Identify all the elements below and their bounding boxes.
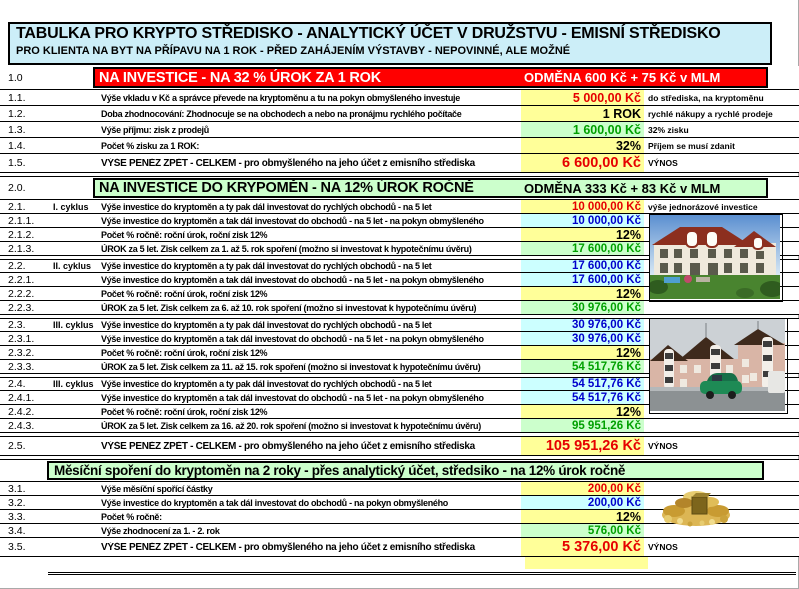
table-row xyxy=(0,90,799,106)
row-number: 1.0 xyxy=(8,71,23,84)
empty-cell xyxy=(648,557,799,569)
row-description: Počet % ročně: roční úrok, roční zisk 12% xyxy=(101,288,268,299)
row-note: 32% zisku xyxy=(648,124,689,135)
row-number: 2.3.3. xyxy=(8,360,35,373)
section2-banner-title: NA INVESTICE DO KRYPOMĚN - NA 12% ÚROK ROČNĚ xyxy=(99,180,474,196)
row-description: ÚROK za 5 let. Zisk celkem za 11. až 15. rok spoření (možno si investovat k hypotečnímu úvěru) xyxy=(101,361,481,372)
table-row xyxy=(0,122,799,138)
row-description: Doba zhodnocování: Zhodnocuje se na obchodech a nebo na pronájmu rychlého počítače xyxy=(101,108,462,119)
bottom-double-rule xyxy=(48,572,796,575)
section3-banner-title: Měsíční spoření do kryptoměn na 2 roky - přes analytický účet, středsiko - na 12% úrok ročně xyxy=(54,463,626,478)
value-cell[interactable]: 576,00 Kč xyxy=(521,524,644,537)
row-note: výše jednorázové investice xyxy=(648,201,758,212)
row-number: 2.4.2. xyxy=(8,405,35,418)
value-cell[interactable]: 54 517,76 Kč xyxy=(521,360,644,373)
row-number: 2.1.2. xyxy=(8,228,35,241)
section1-reward-label: ODMĚNA 600 Kč + 75 Kč v MLM xyxy=(524,70,721,85)
row-description: Výše investice do kryptoměn a ty pak dál investovat do rychlých obchodů - na 5 let xyxy=(101,261,432,271)
row-number: 2.1.3. xyxy=(8,242,35,255)
page-subtitle: PRO KLIENTA NA BYT NA PŘÍPAVU NA 1 ROK - PŘED ZAHÁJENÍM VÝSTAVBY - NEPOVINNÉ, ALE MOŽNÉ xyxy=(16,45,571,57)
value-cell[interactable]: 12% xyxy=(521,510,644,523)
section1-banner-row xyxy=(0,66,799,90)
section1-banner-title: NA INVESTICE - NA 32 % ÚROK ZA 1 ROK xyxy=(99,69,382,86)
value-cell[interactable]: 12% xyxy=(521,228,644,241)
row-description: Výše investice do kryptoměn a tak dál investovat do obchodů - na pokyn obmyšleného xyxy=(101,497,448,508)
apartment-buildings-photo xyxy=(649,318,788,414)
row-number: 1.5. xyxy=(8,157,26,169)
table-row xyxy=(0,138,799,154)
row-number: 2.1. xyxy=(8,200,26,213)
value-cell[interactable]: 32% xyxy=(521,138,644,153)
row-number: 2.4.1. xyxy=(8,391,35,404)
row-description: VÝŠE PENĚZ ZPĚT - CELKEM - pro obmyšleného na jeho účet z emisního střediska xyxy=(101,157,475,169)
row-description: Výše investice do kryptoměn a tak dál investovat do obchodů - na 5 let - na pokyn obmyšleného xyxy=(101,215,484,226)
value-cell[interactable]: 17 600,00 Kč xyxy=(521,273,644,286)
value-cell[interactable]: 54 517,76 Kč xyxy=(521,378,644,390)
row-number: 2.5. xyxy=(8,440,26,452)
row-note: VÝNOS xyxy=(648,441,678,451)
section1-banner xyxy=(93,67,768,88)
value-cell[interactable]: 105 951,26 Kč xyxy=(521,437,644,455)
page-title: TABULKA PRO KRYPTO STŘEDISKO - ANALYTICKÝ ÚČET V DRUŽSTVU - EMISNÍ STŘEDISKO xyxy=(16,25,721,42)
row-number: 3.1. xyxy=(8,482,26,495)
value-cell[interactable]: 10 000,00 Kč xyxy=(521,200,644,213)
section2-reward-label: ODMĚNA 333 Kč + 83 Kč v MLM xyxy=(524,180,721,196)
row-description: Výše měsíční spořící částky xyxy=(101,483,213,494)
cycle-label: III. cyklus xyxy=(53,379,94,389)
sheet-title-block xyxy=(8,22,772,65)
value-cell[interactable]: 54 517,76 Kč xyxy=(521,391,644,404)
row-note: rychlé nákupy a rychlé prodeje xyxy=(648,108,773,119)
value-cell[interactable]: 200,00 Kč xyxy=(521,482,644,495)
row-description: VÝŠE PENĚZ ZPĚT - CELKEM - pro obmyšleného na jeho účet z emisního střediska xyxy=(101,541,475,553)
value-cell[interactable]: 1 600,00 Kč xyxy=(521,122,644,137)
row-description: Počet % ročně: xyxy=(101,511,162,522)
row-number: 3.3. xyxy=(8,510,26,523)
table-row xyxy=(0,200,799,214)
gold-coins-image xyxy=(656,483,736,529)
row-description: Počet % ročně: roční úrok, roční zisk 12% xyxy=(101,347,268,358)
row-note: VÝNOS xyxy=(648,542,678,552)
row-number: 1.2. xyxy=(8,107,26,120)
row-number: 3.2. xyxy=(8,496,26,509)
section3-banner-row xyxy=(0,459,799,482)
row-number: 2.4. xyxy=(8,378,26,390)
table-row xyxy=(0,106,799,122)
section1-total-row xyxy=(0,154,799,173)
row-number: 2.3.2. xyxy=(8,346,35,359)
row-description: Výše zhodnocení za 1. - 2. rok xyxy=(101,525,220,536)
value-cell[interactable]: 30 976,00 Kč xyxy=(521,319,644,331)
row-description: Výše investice do kryptoměn a tak dál investovat do obchodů - na 5 let - na pokyn obmyšleného xyxy=(101,392,484,403)
cycle-label: II. cyklus xyxy=(53,261,92,271)
row-number: 2.4.3. xyxy=(8,419,35,432)
value-cell[interactable]: 30 976,00 Kč xyxy=(521,332,644,345)
row-number: 1.3. xyxy=(8,123,26,136)
value-cell[interactable]: 12% xyxy=(521,346,644,359)
row-number: 2.2. xyxy=(8,260,26,272)
value-cell[interactable]: 10 000,00 Kč xyxy=(521,214,644,227)
row-number: 2.1.1. xyxy=(8,214,35,227)
row-description: Výše investice do kryptoměn a ty pak dál investovat do rychlých obchodů - na 5 let xyxy=(101,320,432,330)
section3-total-row xyxy=(0,538,799,557)
row-description: ÚROK za 5 let. Zisk celkem za 16. až 20. rok spoření (možno si investovat k hypotečnímu úvěru) xyxy=(101,420,481,431)
row-number: 3.5. xyxy=(8,541,26,553)
apartment-render-image xyxy=(649,214,783,302)
row-number: 1.4. xyxy=(8,139,26,152)
row-description: Počet % ročně: roční úrok, roční zisk 12% xyxy=(101,229,268,240)
value-cell[interactable]: 12% xyxy=(521,287,644,300)
row-description: Výše investice do kryptoměn a tak dál investovat do obchodů - na 5 let - na pokyn obmyšleného xyxy=(101,274,484,285)
value-cell[interactable]: 5 000,00 Kč xyxy=(521,90,644,105)
empty-highlight-cell xyxy=(525,557,648,569)
section2-total-row xyxy=(0,436,799,456)
row-note: do střediska, na kryptoměnu xyxy=(648,92,764,103)
value-cell[interactable]: 6 600,00 Kč xyxy=(521,154,644,172)
section2-banner-row xyxy=(0,176,799,200)
row-description: Výše investice do kryptoměn a tak dál investovat do obchodů - na 5 let - na pokyn obmyšleného xyxy=(101,333,484,344)
value-cell[interactable]: 200,00 Kč xyxy=(521,496,644,509)
value-cell[interactable]: 17 600,00 Kč xyxy=(521,260,644,272)
value-cell[interactable]: 30 976,00 Kč xyxy=(521,301,644,314)
value-cell[interactable]: 12% xyxy=(521,405,644,418)
cycle-label: III. cyklus xyxy=(53,320,94,330)
value-cell[interactable]: 17 600,00 Kč xyxy=(521,242,644,255)
row-number: 2.0. xyxy=(8,182,26,194)
row-note: Příjem se musí zdanit xyxy=(648,140,735,151)
row-description: ÚROK za 5 let. Zisk celkem za 1. až 5. rok spoření (možno si investovat k hypotečnímu úvěru) xyxy=(101,243,472,254)
row-note: VÝNOS xyxy=(648,158,678,168)
row-description: Výše investice do kryptoměn a ty pak dál investovat do rychlých obchodů - na 5 let xyxy=(101,201,432,212)
row-description: Počet % zisku za 1 ROK: xyxy=(101,140,200,151)
table-row xyxy=(0,301,799,315)
row-description: Výše příjmu: zisk z prodejů xyxy=(101,124,209,135)
section2-banner xyxy=(93,178,768,198)
row-number: 1.1. xyxy=(8,91,26,104)
cycle-label: I. cyklus xyxy=(53,201,89,212)
section3-banner xyxy=(47,461,764,480)
row-number: 2.3. xyxy=(8,319,26,331)
empty-strip-row xyxy=(0,557,799,569)
row-description: VÝŠE PENĚZ ZPĚT - CELKEM - pro obmyšleného na jeho účet z emisního střediska xyxy=(101,440,475,452)
row-number: 2.2.2. xyxy=(8,287,35,300)
row-description: Výše vkladu v Kč a správce převede na kryptoměnu a tu na pokyn obmyšleného investuje xyxy=(101,92,460,103)
table-row xyxy=(0,419,799,433)
row-number: 2.2.1. xyxy=(8,273,35,286)
row-description: Počet % ročně: roční úrok, roční zisk 12% xyxy=(101,406,268,417)
row-number: 3.4. xyxy=(8,524,26,537)
row-number: 2.3.1. xyxy=(8,332,35,345)
row-description: Výše investice do kryptoměn a ty pak dál investovat do rychlých obchodů - na 5 let xyxy=(101,379,432,389)
value-cell[interactable]: 5 376,00 Kč xyxy=(521,538,644,556)
empty-cell xyxy=(0,557,525,569)
row-number: 2.2.3. xyxy=(8,301,35,314)
value-cell[interactable]: 95 951,26 Kč xyxy=(521,419,644,432)
value-cell[interactable]: 1 ROK xyxy=(521,106,644,121)
row-description: ÚROK za 5 let. Zisk celkem za 6. až 10. rok spoření (možno si investovat k hypotečnímu úvěru) xyxy=(101,302,477,313)
